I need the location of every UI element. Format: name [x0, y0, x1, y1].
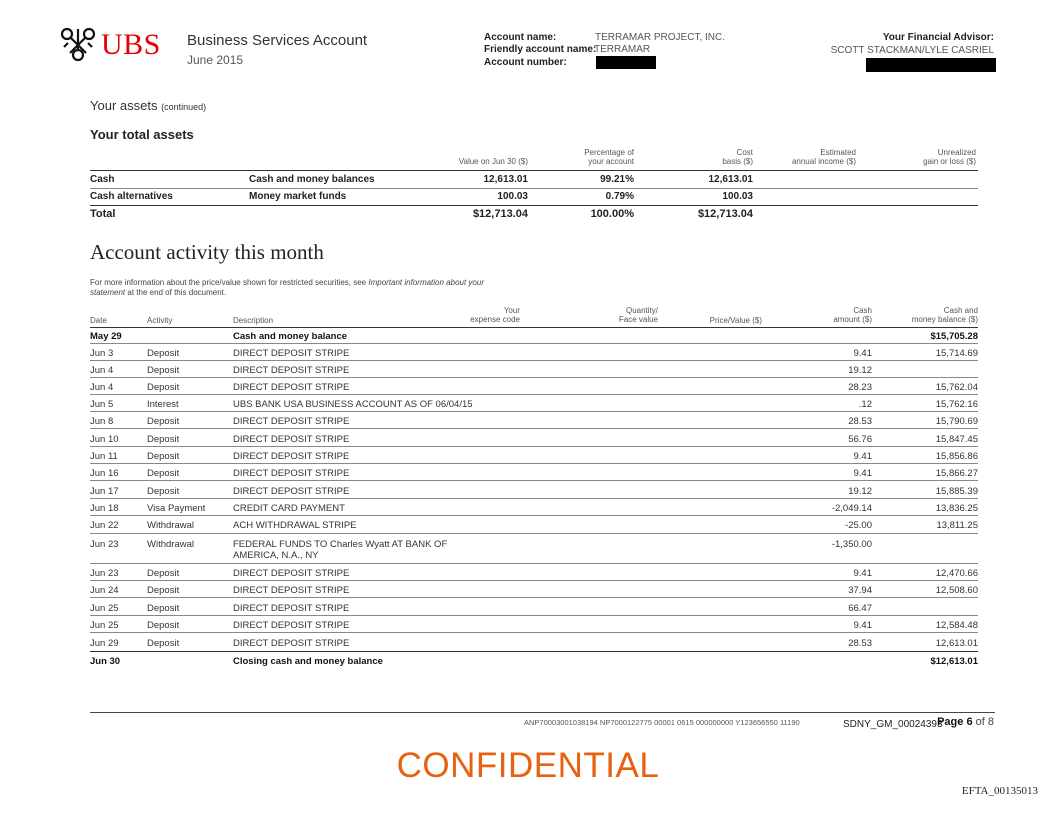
row-activity: Withdrawal [147, 539, 194, 550]
efta-number: EFTA_00135013 [961, 785, 1038, 797]
footer-rule [90, 712, 995, 713]
page-indicator [937, 716, 994, 728]
closing-description: Closing cash and money balance [233, 656, 383, 667]
row-description-line-2: AMERICA, N.A., NY [233, 550, 319, 561]
assets-total-rule [90, 205, 978, 206]
row-amount: 19.12 [848, 486, 872, 497]
row-rule [90, 498, 978, 499]
assets-title-suffix: (continued) [161, 102, 207, 112]
col-header-income-1: Estimated [820, 148, 856, 157]
row-rule [90, 480, 978, 481]
closing-rule [90, 651, 978, 652]
row-description: CREDIT CARD PAYMENT [233, 503, 345, 514]
row-rule [90, 533, 978, 534]
row-activity: Deposit [147, 638, 180, 649]
row-rule [90, 394, 978, 395]
row-balance: 15,762.16 [935, 399, 978, 410]
row-rule [90, 411, 978, 412]
row-amount: 28.53 [848, 638, 872, 649]
row-rule [90, 515, 978, 516]
act-col-balance-1: Cash and [943, 306, 978, 315]
row-date: Jun 22 [90, 520, 119, 531]
col-header-value: Value on Jun 30 ($) [458, 157, 528, 166]
row-activity: Interest [147, 399, 179, 410]
act-col-cash-2: amount ($) [833, 315, 872, 324]
asset-row-category: Cash alternatives [90, 191, 173, 202]
act-col-activity: Activity [147, 316, 173, 325]
friendly-name-value: TERRAMAR [594, 44, 651, 55]
row-description: DIRECT DEPOSIT STRIPE [233, 638, 350, 649]
important-info-reference: Important information about your statement [90, 278, 484, 297]
asset-row-description: Cash and money balances [249, 174, 375, 185]
col-header-gain-1: Unrealized [937, 148, 976, 157]
bates-number: SDNY_GM_00024393 [843, 719, 943, 730]
row-balance: 15,866.27 [935, 468, 978, 479]
assets-total-value: $12,713.04 [472, 208, 528, 220]
row-description: DIRECT DEPOSIT STRIPE [233, 620, 350, 631]
assets-total-cost: $12,713.04 [697, 208, 753, 220]
act-col-date: Date [90, 316, 107, 325]
row-date: Jun 24 [90, 585, 119, 596]
row-amount: -2,049.14 [831, 503, 872, 514]
row-activity: Deposit [147, 348, 180, 359]
row-description: UBS BANK USA BUSINESS ACCOUNT AS OF 06/04/15 [233, 399, 473, 410]
row-description: DIRECT DEPOSIT STRIPE [233, 486, 350, 497]
row-rule [90, 597, 978, 598]
row-balance: 15,856.86 [935, 451, 978, 462]
row-rule [90, 428, 978, 429]
row-rule [90, 377, 978, 378]
row-activity: Withdrawal [147, 520, 194, 531]
row-amount: -25.00 [845, 520, 872, 531]
act-col-expense-2: expense code [470, 315, 520, 324]
row-description: ACH WITHDRAWAL STRIPE [233, 520, 357, 531]
activity-note-part-1: For more information about the price/value shown for restricted securities, see [90, 278, 367, 287]
row-description: DIRECT DEPOSIT STRIPE [233, 451, 350, 462]
asset-row-description: Money market funds [249, 191, 347, 202]
row-activity: Deposit [147, 451, 180, 462]
asset-row-pct: 0.79% [605, 191, 634, 202]
row-amount: -1,350.00 [831, 539, 872, 550]
asset-row-pct: 99.21% [600, 174, 634, 185]
col-header-income-2: annual income ($) [791, 157, 856, 166]
row-activity: Deposit [147, 434, 180, 445]
row-amount: 66.47 [848, 603, 872, 614]
row-rule [90, 632, 978, 633]
row-date: Jun 16 [90, 468, 119, 479]
account-number-label: Account number: [484, 57, 567, 68]
row-date: Jun 4 [90, 382, 114, 393]
col-header-gain-2: gain or loss ($) [923, 157, 976, 166]
row-date: Jun 8 [90, 416, 114, 427]
row-activity: Deposit [147, 382, 180, 393]
asset-row-category: Cash [90, 174, 115, 185]
friendly-name-label: Friendly account name: [484, 44, 597, 55]
row-activity: Deposit [147, 468, 180, 479]
row-date: Jun 11 [90, 451, 118, 462]
row-amount: 28.53 [848, 416, 872, 427]
row-date: Jun 25 [90, 603, 119, 614]
col-header-cost-1: Cost [736, 148, 753, 157]
row-date: Jun 17 [90, 486, 119, 497]
row-balance: 12,470.66 [935, 568, 978, 579]
closing-date: Jun 30 [90, 656, 121, 667]
opening-description: Cash and money balance [233, 331, 348, 342]
row-balance: 12,508.60 [935, 585, 978, 596]
row-date: Jun 18 [90, 503, 119, 514]
row-amount: 9.41 [853, 620, 872, 631]
act-col-description: Description [233, 316, 274, 325]
assets-total-pct: 100.00% [590, 208, 634, 220]
row-description: DIRECT DEPOSIT STRIPE [233, 365, 350, 376]
account-number-redaction [596, 56, 656, 69]
act-col-cash-1: Cash [853, 306, 872, 315]
row-activity: Visa Payment [147, 503, 206, 514]
row-balance: 12,584.48 [935, 620, 978, 631]
row-description: DIRECT DEPOSIT STRIPE [233, 434, 350, 445]
row-balance: 13,836.25 [935, 503, 978, 514]
ubs-keys-icon [58, 25, 98, 63]
row-amount: 37.94 [848, 585, 872, 596]
row-balance: 15,714.69 [935, 348, 978, 359]
activity-title: Account activity this month [90, 240, 324, 264]
opening-date: May 29 [90, 331, 122, 342]
row-amount: 9.41 [853, 451, 872, 462]
asset-row-value: 12,613.01 [483, 174, 528, 185]
row-balance: 15,885.39 [935, 486, 978, 497]
row-rule [90, 446, 978, 447]
row-amount: 9.41 [853, 468, 872, 479]
advisor-label: Your Financial Advisor: [882, 32, 994, 43]
assets-total-label: Total [90, 208, 116, 220]
row-balance: 15,762.04 [935, 382, 978, 393]
row-activity: Deposit [147, 486, 180, 497]
row-balance: 13,811.25 [936, 520, 978, 531]
asset-row-cost: 12,613.01 [708, 174, 753, 185]
col-header-pct-1: Percentage of [584, 148, 634, 157]
row-date: Jun 29 [90, 638, 119, 649]
row-activity: Deposit [147, 365, 180, 376]
row-date: Jun 25 [90, 620, 119, 631]
opening-balance: $15,705.28 [930, 331, 978, 342]
assets-section-title [90, 98, 206, 113]
row-rule [90, 615, 978, 616]
ubs-logo-text: UBS [101, 28, 161, 61]
row-balance: 12,613.01 [935, 638, 978, 649]
row-activity: Deposit [147, 603, 180, 614]
row-description: DIRECT DEPOSIT STRIPE [233, 568, 350, 579]
row-amount: .12 [858, 399, 872, 410]
page-number: 6 [966, 716, 973, 728]
activity-note-part-2: at the end of this document. [127, 288, 227, 297]
assets-title-text: Your assets [90, 98, 158, 113]
closing-balance: $12,613.01 [930, 656, 978, 667]
row-rule [90, 360, 978, 361]
asset-row-value: 100.03 [497, 191, 528, 202]
account-name-label: Account name: [484, 32, 557, 43]
row-date: Jun 5 [90, 399, 114, 410]
row-amount: 28.23 [848, 382, 872, 393]
row-amount: 9.41 [853, 348, 872, 359]
row-activity: Deposit [147, 585, 180, 596]
row-balance: 15,790.69 [935, 416, 978, 427]
row-description: DIRECT DEPOSIT STRIPE [233, 348, 350, 359]
row-amount: 9.41 [853, 568, 872, 579]
row-date: Jun 4 [90, 365, 114, 376]
row-activity: Deposit [147, 568, 180, 579]
ubs-logo [58, 25, 166, 63]
row-amount: 56.76 [848, 434, 872, 445]
row-activity: Deposit [147, 416, 180, 427]
row-description: DIRECT DEPOSIT STRIPE [233, 585, 350, 596]
act-col-qty-1: Quantity/ [625, 306, 658, 315]
act-col-balance-2: money balance ($) [911, 315, 978, 324]
row-description: DIRECT DEPOSIT STRIPE [233, 382, 350, 393]
row-rule [90, 563, 978, 564]
advisor-value: SCOTT STACKMAN/LYLE CASRIEL [830, 45, 994, 56]
page-label: Page [937, 716, 964, 728]
row-description: DIRECT DEPOSIT STRIPE [233, 416, 350, 427]
row-description: DIRECT DEPOSIT STRIPE [233, 603, 350, 614]
row-date: Jun 23 [90, 539, 119, 550]
assets-header-rule [90, 170, 978, 171]
row-description: FEDERAL FUNDS TO Charles Wyatt AT BANK OF [233, 539, 448, 550]
advisor-redaction [866, 58, 996, 72]
row-amount: 19.12 [848, 365, 872, 376]
assets-row-rule [90, 188, 978, 189]
statement-date: June 2015 [187, 53, 244, 67]
footer-document-code: ANP70003001038194 NP7000122775 00001 0615 000000000 Y123656550 11190 [524, 718, 800, 727]
row-rule [90, 343, 978, 344]
asset-row-cost: 100.03 [722, 191, 753, 202]
act-col-expense-1: Your [503, 306, 520, 315]
row-balance: 15,847.45 [935, 434, 978, 445]
page-total: of 8 [975, 716, 994, 728]
row-date: Jun 23 [90, 568, 119, 579]
col-header-pct-2: your account [588, 157, 634, 166]
account-name-value: TERRAMAR PROJECT, INC. [595, 32, 726, 43]
row-description: DIRECT DEPOSIT STRIPE [233, 468, 350, 479]
confidential-stamp: CONFIDENTIAL [396, 746, 660, 785]
row-rule [90, 463, 978, 464]
act-col-qty-2: Face value [618, 315, 658, 324]
activity-header-rule [90, 327, 978, 328]
total-assets-title: Your total assets [90, 127, 194, 142]
row-date: Jun 10 [90, 434, 119, 445]
activity-note [90, 278, 520, 298]
col-header-cost-2: basis ($) [722, 157, 753, 166]
row-rule [90, 580, 978, 581]
account-type: Business Services Account [187, 32, 368, 49]
row-activity: Deposit [147, 620, 180, 631]
row-date: Jun 3 [90, 348, 114, 359]
act-col-price: Price/Value ($) [709, 316, 762, 325]
